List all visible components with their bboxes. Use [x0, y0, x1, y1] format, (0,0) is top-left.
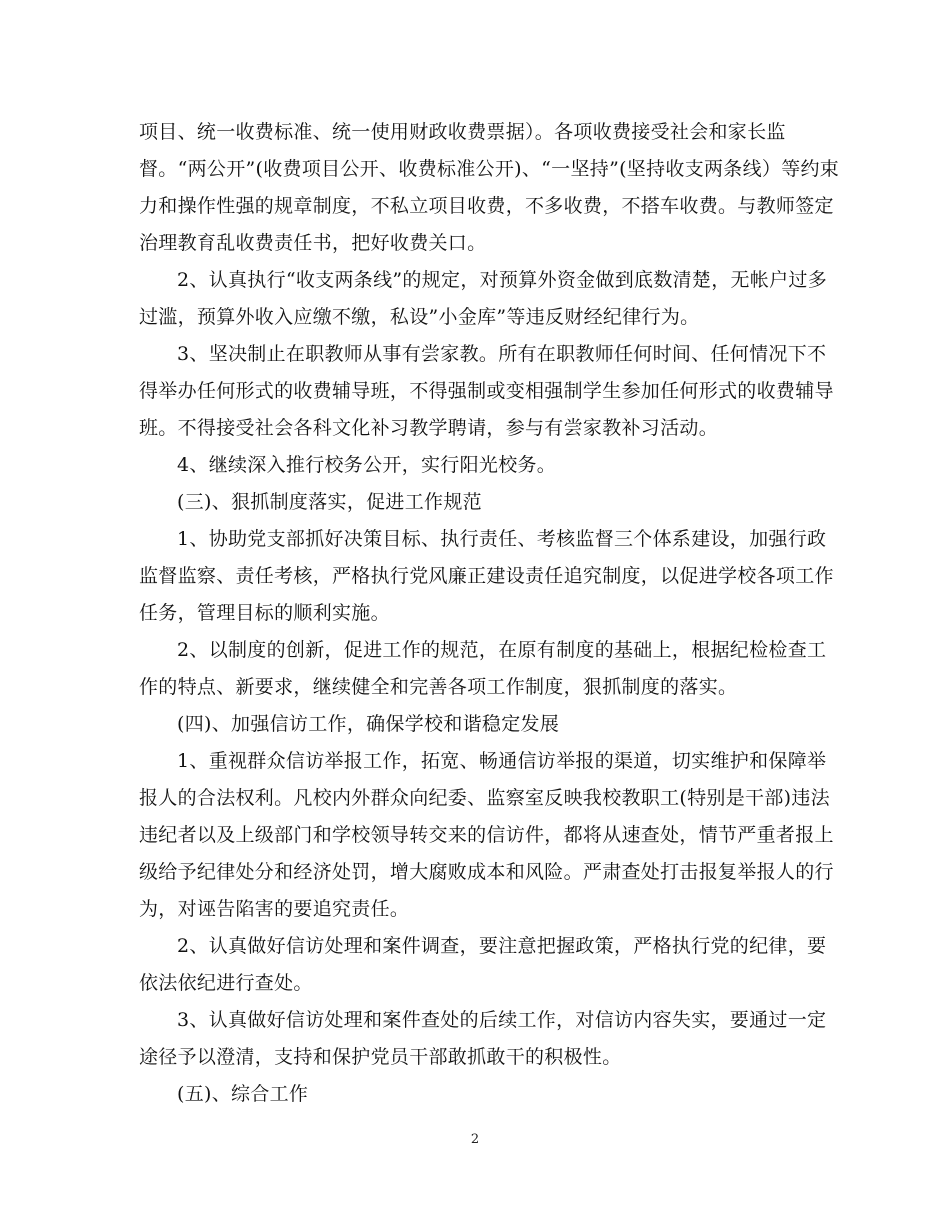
page-number: 2: [470, 1132, 480, 1147]
text-line: 督。“两公开”(收费项目公开、收费标准公开)、“一坚持”(坚持收支两条线）等约束: [139, 158, 840, 180]
text-line: 2、以制度的创新，促进工作的规范，在原有制度的基础上，根据纪检检查工: [177, 639, 827, 661]
text-line: 得举办任何形式的收费辅导班，不得强制或变相强制学生参加任何形式的收费辅导: [139, 380, 834, 402]
text-line: 级给予纪律处分和经济处罚，增大腐败成本和风险。严肃查处打击报复举报人的行: [139, 861, 834, 883]
text-line: (三)、狠抓制度落实，促进工作规范: [177, 491, 482, 513]
text-line: 2、认真执行“收支两条线”的规定，对预算外资金做到底数清楚，无帐户过多: [177, 269, 828, 291]
text-line: 项目、统一收费标准、统一使用财政收费票据）。各项收费接受社会和家长监: [139, 121, 786, 143]
text-line: 力和操作性强的规章制度，不私立项目收费，不多收费，不搭车收费。与教师签定: [139, 195, 834, 217]
text-line: 3、认真做好信访处理和案件查处的后续工作，对信访内容失实，要通过一定: [177, 1009, 827, 1031]
text-line: 3、坚决制止在职教师从事有尝家教。所有在职教师任何时间、任何情况下不: [177, 343, 827, 365]
text-line: 1、重视群众信访举报工作，拓宽、畅通信访举报的渠道，切实维护和保障举: [177, 750, 827, 772]
text-line: (四)、加强信访工作，确保学校和谐稳定发展: [177, 713, 560, 735]
text-line: (五)、综合工作: [177, 1083, 309, 1105]
text-line: 过滥，预算外收入应缴不缴，私设”小金库”等违反财经纪律行为。: [139, 306, 700, 328]
text-line: 途径予以澄清，支持和保护党员干部敢抓敢干的积极性。: [139, 1046, 622, 1068]
text-line: 治理教育乱收费责任书，把好收费关口。: [139, 232, 487, 254]
text-line: 2、认真做好信访处理和案件调查，要注意把握政策，严格执行党的纪律，要: [177, 935, 827, 957]
document-body: [139, 114, 840, 1113]
text-line: 报人的合法权利。凡校内外群众向纪委、监察室反映我校教职工(特别是干部)违法: [139, 787, 830, 809]
text-line: 1、协助党支部抓好决策目标、执行责任、考核监督三个体系建设，加强行政: [177, 528, 827, 550]
text-line: 作的特点、新要求，继续健全和完善各项工作制度，狠抓制度的落实。: [139, 676, 738, 698]
text-line: 4、继续深入推行校务公开，实行阳光校务。: [177, 454, 557, 476]
text-line: 违纪者以及上级部门和学校领导转交来的信访件，都将从速查处，情节严重者报上: [139, 824, 834, 846]
text-line: 依法依纪进行查处。: [139, 972, 313, 994]
text-line: 监督监察、责任考核，严格执行党风廉正建设责任追究制度，以促进学校各项工作: [139, 565, 834, 587]
text-line: 为，对诬告陷害的要追究责任。: [139, 898, 410, 920]
text-line: 任务，管理目标的顺利实施。: [139, 602, 390, 624]
text-line: 班。不得接受社会各科文化补习教学聘请，参与有尝家教补习活动。: [139, 417, 719, 439]
